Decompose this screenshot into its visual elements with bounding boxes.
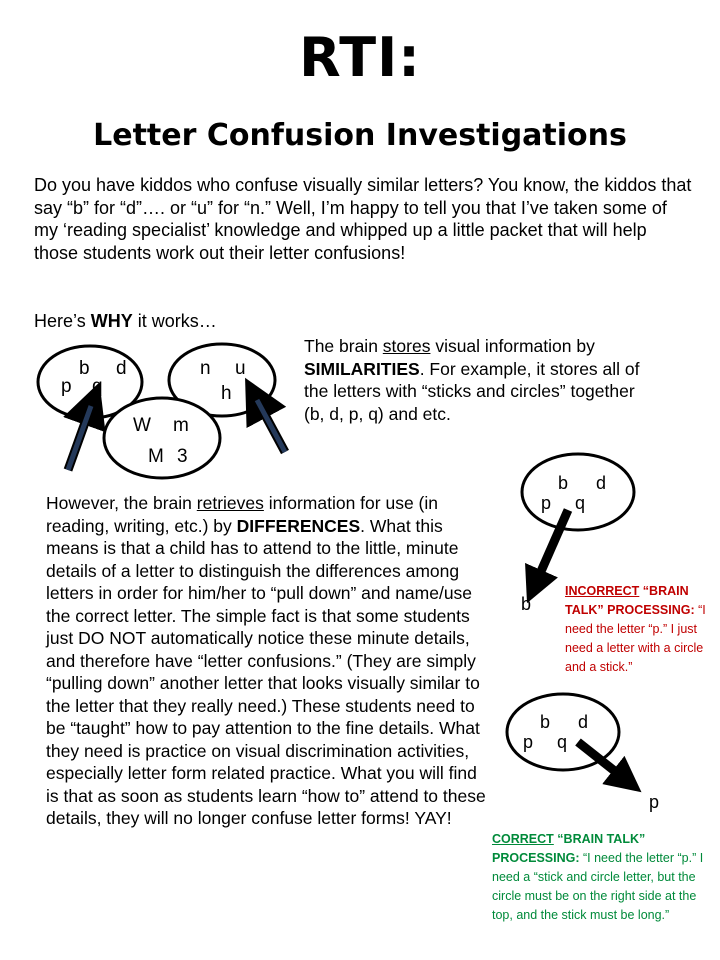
why-before: Here’s xyxy=(34,311,91,331)
stores-text-3: . For example, it stores all of the letters with “sticks and circles” together (b, d, p, q) and etc. xyxy=(304,358,640,424)
correct-output-letter: p xyxy=(649,792,660,812)
retrieve-text-2: information for use (in reading, writing, etc.) by xyxy=(46,493,438,536)
retrieve-underlined: retrieves xyxy=(196,493,264,513)
correct-note-head: CORRECT xyxy=(492,832,554,846)
why-after: it works… xyxy=(132,311,217,331)
correct-note xyxy=(492,830,707,925)
incorrect-letter-d: d xyxy=(596,473,607,493)
intro-paragraph: Do you have kiddos who confuse visually similar letters? You know, the kiddos that say “b” for “d”…. or “u” for “n.” Well, I’m happy to tell you that I’ve taken some of my ‘reading specialist’ knowledge and whipped up a little packet that will help those students work out their letter confusions! xyxy=(34,175,692,263)
stores-text-2: visual information by xyxy=(430,336,595,356)
letter-3: 3 xyxy=(177,446,188,467)
correct-letter-d: d xyxy=(578,712,589,732)
letter-p: p xyxy=(61,376,72,397)
letter-b: b xyxy=(79,358,90,379)
letter-q: q xyxy=(92,376,103,397)
letter-h: h xyxy=(221,383,232,404)
correct-letter-p: p xyxy=(523,732,534,752)
retrieve-text-3: . What this means is that a child has to attend to the little, minute details of a letter to distinguish the differences among letters in order for him/her to “pull down” and name/use the correct letter. The simple fact is that some students just DO NOT automatically notice these minute details, and therefore have “letter confusions.” (They are simply “pulling down” another letter that looks visually similar to the letter that they really need.) These students need to be “taught” how to pay attention to the fine details. What they need is practice on visual discrimination activities, especially letter form related practice. What you will find is that as soon as students learn “how to” attend to these details, they will no longer confuse letter forms! YAY! xyxy=(46,515,486,828)
incorrect-letter-b: b xyxy=(558,473,569,493)
correct-diagram xyxy=(507,694,659,812)
letter-M: M xyxy=(148,446,164,467)
letter-m: m xyxy=(173,415,189,436)
why-bold: WHY xyxy=(90,311,133,331)
retrieve-bold: DIFFERENCES xyxy=(236,515,361,536)
incorrect-letter-q: q xyxy=(575,493,586,513)
incorrect-note-body: “I need the letter “p.” I just need a letter with a circle and a stick.” xyxy=(565,603,706,674)
correct-letter-b: b xyxy=(540,712,551,732)
letter-d: d xyxy=(116,358,127,379)
store-arrow-right xyxy=(257,400,285,452)
correct-letter-q: q xyxy=(557,732,568,752)
stores-underlined: stores xyxy=(382,336,431,356)
stores-text-1: The brain xyxy=(304,336,383,356)
retrieve-text-1: However, the brain xyxy=(46,493,197,513)
incorrect-note-head: INCORRECT xyxy=(565,584,640,598)
correct-note-body: “I need the letter “p.” I need a “stick and circle letter, but the circle must be on the right side at the top, and the stick must be long.” xyxy=(492,851,704,922)
letter-n: n xyxy=(200,358,211,379)
page-subtitle: Letter Confusion Investigations xyxy=(93,118,627,153)
stores-bold: SIMILARITIES xyxy=(304,358,420,379)
incorrect-output-letter: b xyxy=(521,594,532,614)
letter-W: W xyxy=(133,415,151,436)
main-diagram xyxy=(38,344,285,478)
incorrect-letter-p: p xyxy=(541,493,552,513)
page-title: RTI: xyxy=(299,26,421,89)
incorrect-note xyxy=(565,582,715,677)
incorrect-cluster-ellipse xyxy=(522,454,634,530)
incorrect-note-label: “BRAIN TALK” PROCESSING: xyxy=(565,584,695,617)
correct-note-label: “BRAIN TALK” PROCESSING: xyxy=(492,832,646,865)
letter-u: u xyxy=(235,358,246,379)
